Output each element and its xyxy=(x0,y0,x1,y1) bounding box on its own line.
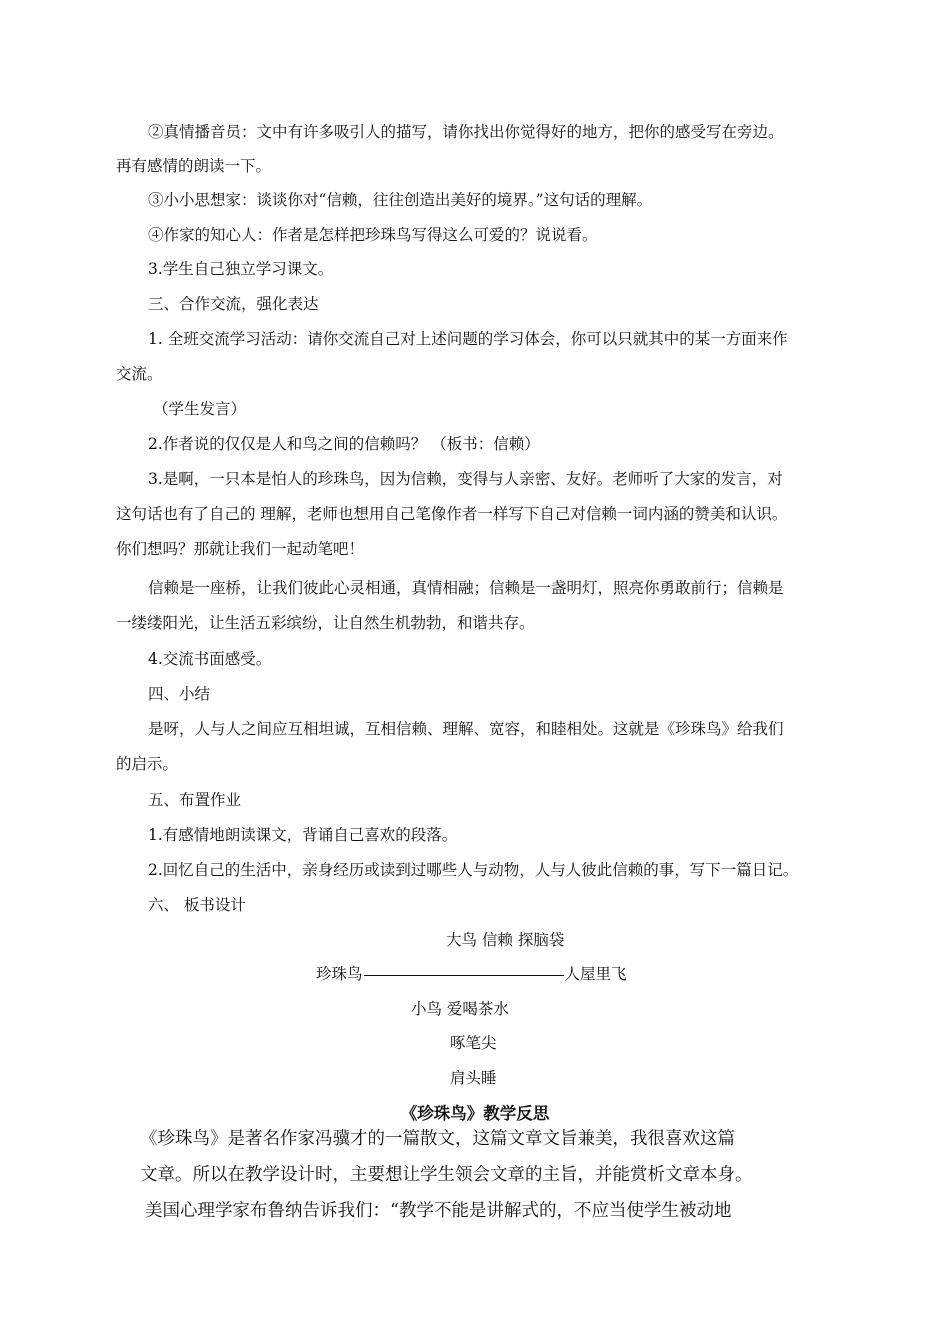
board-line-3: 小鸟 爱喝茶水 xyxy=(411,1000,509,1018)
reflection-line-3: 美国心理学家布鲁纳告诉我们：“教学不能是讲解式的，不应当使学生被动地 xyxy=(145,1201,732,1221)
homework-item-1: 1.有感情地朗读课文，背诵自己喜欢的段落。 xyxy=(148,826,458,844)
paragraph-summary-line1: 是呀，人与人之间应互相坦诚，互相信赖、理解、宽容，和睦相处。这就是《珍珠鸟》给我们 xyxy=(148,720,784,738)
board-right-label: 人屋里飞 xyxy=(564,965,627,983)
paragraph-class-exchange-line2: 交流。 xyxy=(116,365,163,383)
paragraph-summary-line2: 的启示。 xyxy=(116,755,179,773)
paragraph-teacher-line1: 3.是啊，一只本是怕人的珍珠鸟，因为信赖，变得与人亲密、友好。老师听了大家的发言，对 xyxy=(148,470,783,488)
paragraph-writer-friend: ④作家的知心人：作者是怎样把珍珠鸟写得这么可爱的？说说看。 xyxy=(148,226,598,244)
section-heading-5: 五、布置作业 xyxy=(148,791,242,809)
paragraph-trust-line1: 信赖是一座桥，让我们彼此心灵相通，真情相融；信赖是一盏明灯，照亮你勇敢前行；信赖是 xyxy=(148,579,784,597)
paragraph-trust-question: 2.作者说的仅仅是人和鸟之间的信赖吗？ （板书：信赖） xyxy=(148,435,540,453)
paragraph-self-study: 3.学生自己独立学习课文。 xyxy=(148,260,334,278)
reflection-line-2: 文章。所以在教学设计时，主要想让学生领会文章的主旨，并能赏析文章本身。 xyxy=(140,1165,753,1185)
paragraph-broadcaster-line2: 再有感情的朗读一下。 xyxy=(116,157,272,175)
board-connector-line xyxy=(364,975,564,976)
board-left-label: 珍珠鸟 xyxy=(316,965,363,983)
paragraph-student-speech: （学生发言） xyxy=(153,400,247,418)
section-heading-6: 六、 板书设计 xyxy=(148,896,246,914)
board-line-2 xyxy=(316,964,627,984)
paragraph-teacher-line2: 这句话也有了自己的 理解，老师也想用自己笔像作者一样写下自己对信赖一词内涵的赞美和认识。 xyxy=(116,505,788,523)
homework-item-2: 2.回忆自己的生活中，亲身经历或读到过哪些人与动物，人与人彼此信赖的事，写下一篇日记。 xyxy=(148,861,799,879)
paragraph-broadcaster-line1: ②真情播音员：文中有许多吸引人的描写，请你找出你觉得好的地方，把你的感受写在旁边。 xyxy=(148,123,784,141)
paragraph-trust-line2: 一缕缕阳光，让生活五彩缤纷，让自然生机勃勃，和谐共存。 xyxy=(116,614,535,632)
reflection-title: 《珍珠鸟》教学反思 xyxy=(400,1104,550,1123)
paragraph-thinker: ③小小思想家：谈谈你对“信赖，往往创造出美好的境界。”这句话的理解。 xyxy=(148,191,653,209)
paragraph-teacher-line3: 你们想吗？那就让我们一起动笔吧！ xyxy=(116,540,365,558)
board-line-4: 啄笔尖 xyxy=(450,1034,497,1052)
paragraph-class-exchange-line1: 1. 全班交流学习活动：请你交流自己对上述问题的学习体会，你可以只就其中的某一方面来作 xyxy=(148,330,788,348)
reflection-line-1: 《珍珠鸟》是著名作家冯骥才的一篇散文，这篇文章文旨兼美，我很喜欢这篇 xyxy=(140,1129,735,1149)
section-heading-4: 四、小结 xyxy=(148,685,211,703)
paragraph-written-feelings: 4.交流书面感受。 xyxy=(148,650,272,668)
board-line-5: 肩头睡 xyxy=(450,1069,497,1087)
board-line-1: 大鸟 信赖 探脑袋 xyxy=(446,931,565,949)
section-heading-3: 三、合作交流，强化表达 xyxy=(148,295,319,313)
